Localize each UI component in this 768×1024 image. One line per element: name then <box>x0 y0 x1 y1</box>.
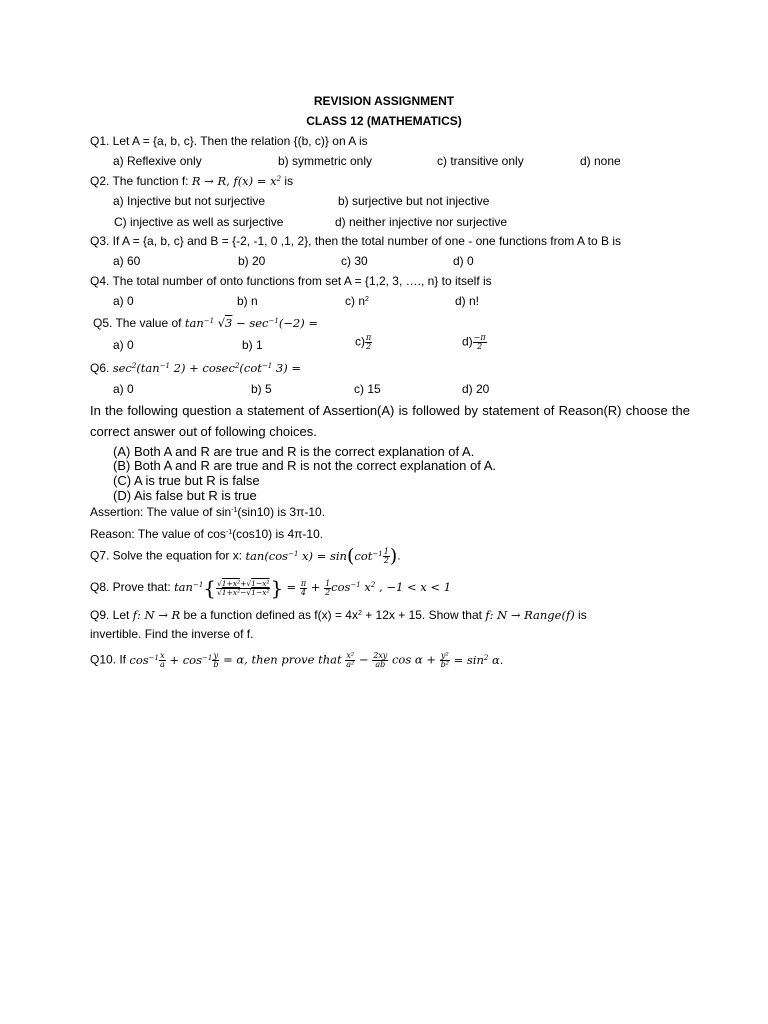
q2-option-a: a) Injective but not surjective <box>113 194 266 208</box>
assignment-title: REVISION ASSIGNMENT <box>313 94 455 108</box>
q2-option-c: C) injective as well as surjective <box>114 215 284 229</box>
q6-text: Q6. $\sec^2(\tan^{-1}$ $2) + cosec^2(\cot^{-1}$ 3) = <box>90 361 301 375</box>
q2-prefix: Q2. The function f: <box>90 174 189 188</box>
q1-text: Q1. Let A = {a, b, c}. Then the relation {(b, c)} on A is <box>90 134 368 148</box>
reason-statement: Reason: The value of $\cos^{-1}(\cos 10)$ is 4π-10. <box>90 527 324 541</box>
q4-option-d: d) n! <box>455 294 480 308</box>
q2-option-d: d) neither injective nor surjective <box>335 215 508 229</box>
q3-option-c: c) 30 <box>341 254 368 268</box>
q9-line2: invertible. Find the inverse of f. <box>90 627 254 641</box>
q2-math: R → R, $f(x) = x^2$ <box>191 174 282 188</box>
q4-text: Q4. The total number of onto functions from set A = {1,2, 3, …., n} to itself is <box>90 274 492 288</box>
q2-option-b: b) surjective but not injective <box>338 194 490 208</box>
choice-b: (B) Both A and R are true and R is not the correct explanation of A. <box>113 458 496 473</box>
q8-text: Q8. Prove that: $\tan^{-1}${ $\frac{\text{√1+x²+√1−x²}}{\text{√1+x²−√1−x²}}$ } = $\frac{\pi}{4}$ + $\frac{1}{2}$ $\cos^{-1} x^2$ , −1 < x < 1 <box>90 576 452 600</box>
assertion-intro: In the following question a statement of Assertion(A) is followed by statement of Reason(R) choose the correct answer out of following choices. <box>90 403 690 439</box>
choice-a: (A) Both A and R are true and R is the correct explanation of A. <box>113 444 475 459</box>
q9-text: Q9. Let f: N → R be a function defined as $f(x) = 4x^2 + 12x + 15$. Show that f: N → Range(f) is <box>90 608 587 622</box>
class-subtitle: CLASS 12 (MATHEMATICS) <box>306 114 462 128</box>
assertion-statement: Assertion: The value of $\sin^{-1}(\sin 10)$ is 3π-10. <box>90 505 326 519</box>
q1-option-b: b) symmetric only <box>278 154 373 168</box>
q4-option-c: c) $n^2$ <box>345 294 369 308</box>
choice-c: (C) A is true but R is false <box>113 473 260 488</box>
q5-option-d: d) $\frac{-\pi}{2}$ <box>462 333 486 351</box>
q6-option-c: c) 15 <box>354 382 381 396</box>
q5-option-c: c) $\frac{\pi}{2}$ <box>355 333 372 351</box>
q6-option-a: a) 0 <box>113 382 134 396</box>
q4-option-a: a) 0 <box>113 294 134 308</box>
q7-text: Q7. Solve the equation for x: $\tan(\cos^{-1}$ $x) = \sin(\cot^{-1}$ $\frac{1}{2}$ ). <box>90 545 401 567</box>
q5-text: Q5. The value of $\tan^{-1} √3 - \sec^{-1}(-2)$ = <box>93 316 319 330</box>
q2-suffix: is <box>284 174 294 188</box>
q6-option-b: b) 5 <box>251 382 272 396</box>
q5-option-b: b) 1 <box>242 338 263 352</box>
q10-text: Q10. If $\cos^{-1}$ $\frac{x}{a}$ + $\cos^{-1}$ $\frac{y}{b}$ = α, then prove that $\frac{\text{x²}}{\text{a²}}$ − $\frac{2xy}{ab}$ cos α + $\frac{\text{y²}}{\text{b²}}$ = $\sin^2 \alpha$. <box>90 651 504 669</box>
q3-option-a: a) 60 <box>113 254 141 268</box>
q1-option-a: a) Reflexive only <box>113 154 202 168</box>
choice-d: (D) Ais false but R is true <box>113 488 257 503</box>
q5-option-a: a) 0 <box>113 338 134 352</box>
q3-option-d: d) 0 <box>453 254 474 268</box>
q4-option-b: b) n <box>237 294 258 308</box>
q6-option-d: d) 20 <box>462 382 490 396</box>
q1-option-c: c) transitive only <box>437 154 524 168</box>
q1-option-d: d) none <box>580 154 621 168</box>
q3-text: Q3. If A = {a, b, c} and B = {-2, -1, 0 ,1, 2}, then the total number of one - one functions from A to B is <box>90 234 621 248</box>
q3-option-b: b) 20 <box>238 254 266 268</box>
q2-text <box>90 174 293 189</box>
